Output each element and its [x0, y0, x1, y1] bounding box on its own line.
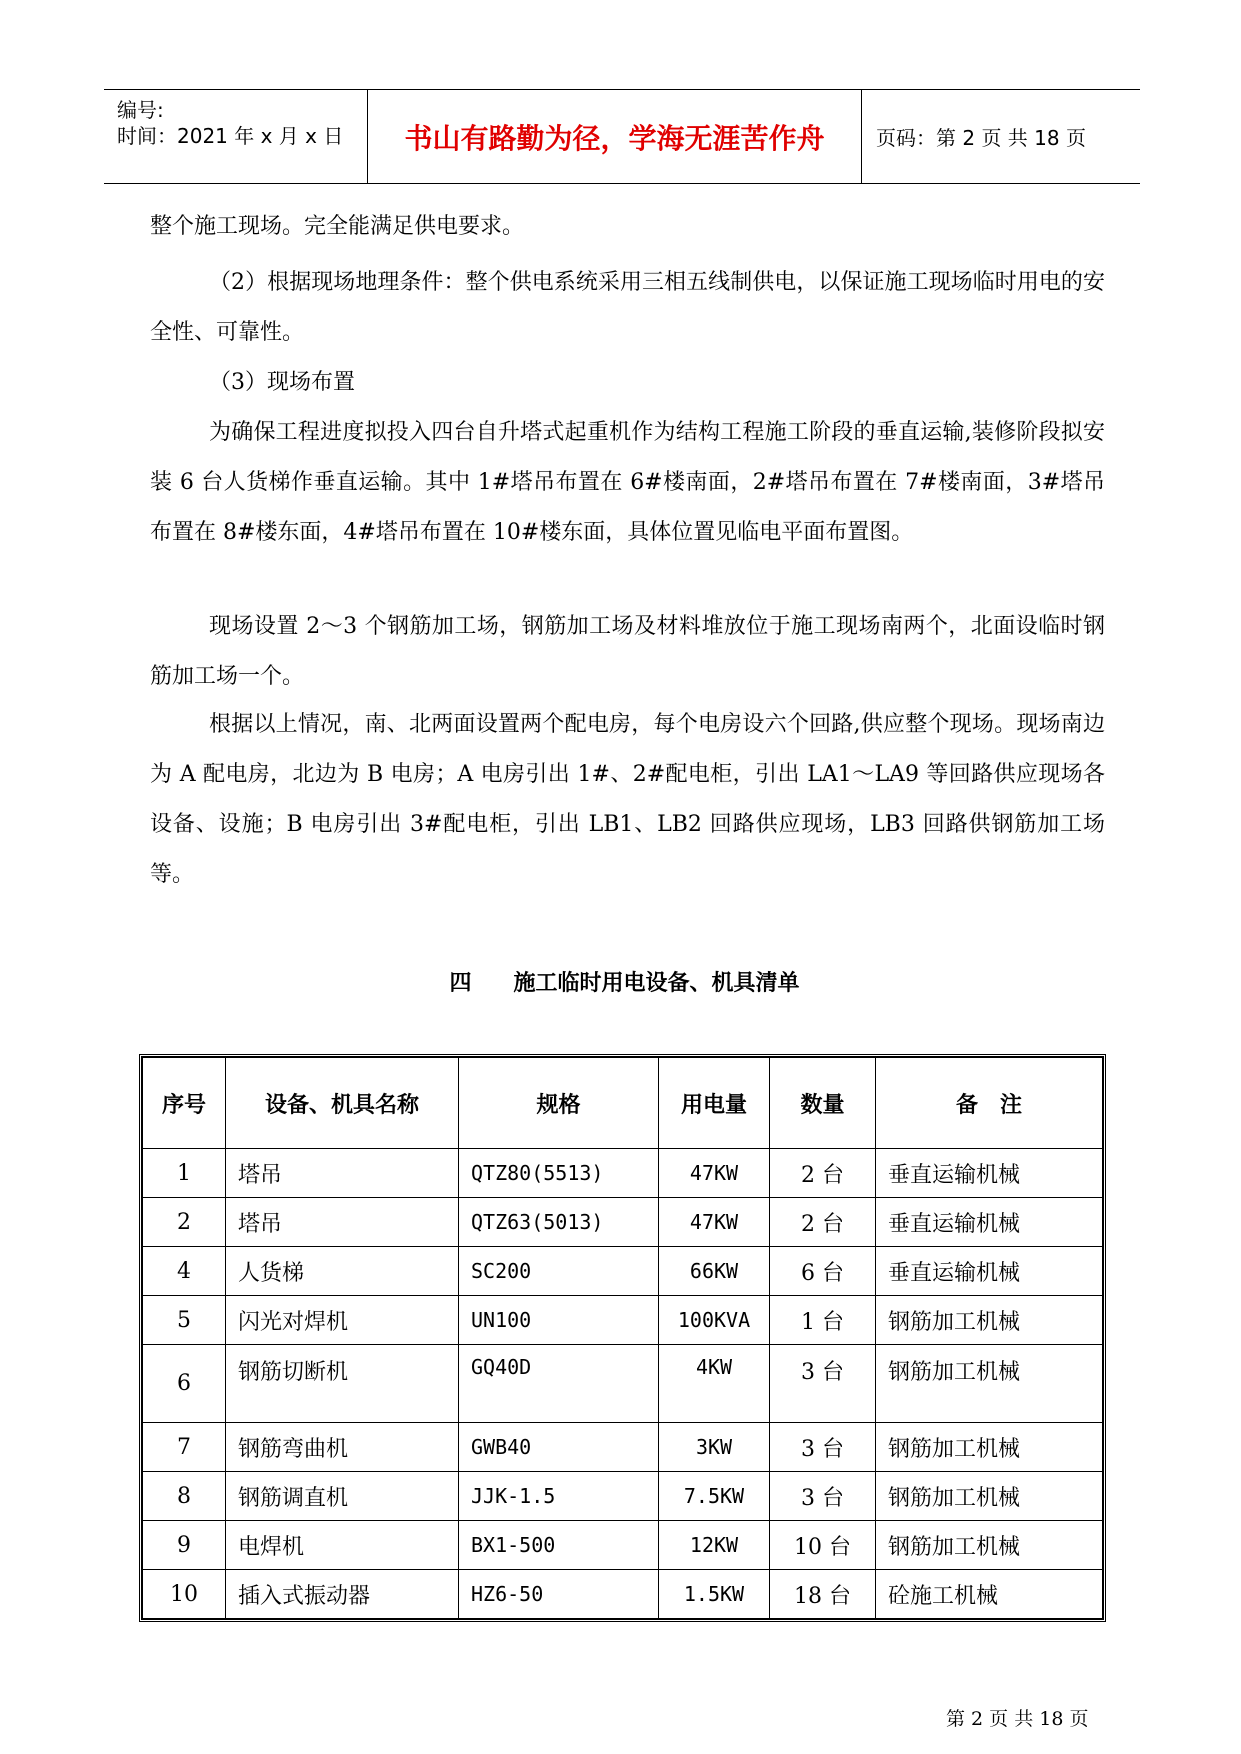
cell-name: 钢筋切断机: [226, 1345, 459, 1423]
cell-quantity: 1 台: [770, 1296, 876, 1345]
cell-quantity: 2 台: [770, 1198, 876, 1247]
cell-power: 47KW: [659, 1198, 770, 1247]
cell-name: 钢筋调直机: [226, 1472, 459, 1521]
cell-power: 1.5KW: [659, 1570, 770, 1619]
cell-spec: JJK-1.5: [459, 1472, 659, 1521]
section-number: 四: [449, 971, 472, 996]
table-row: [143, 1149, 1103, 1198]
cell-quantity: 3 台: [770, 1345, 876, 1423]
cell-remark: 垂直运输机械: [876, 1198, 1103, 1247]
cell-quantity: 2 台: [770, 1149, 876, 1198]
cell-remark: 钢筋加工机械: [876, 1296, 1103, 1345]
cell-remark: 垂直运输机械: [876, 1247, 1103, 1296]
cell-index: 2: [143, 1198, 226, 1247]
header-motto: 书山有路勤为径，学海无涯苦作舟: [368, 90, 862, 183]
cell-name: 塔吊: [226, 1198, 459, 1247]
cell-power: 3KW: [659, 1423, 770, 1472]
cell-spec: QTZ63(5013): [459, 1198, 659, 1247]
cell-index: 1: [143, 1149, 226, 1198]
cell-power: 66KW: [659, 1247, 770, 1296]
cell-name: 电焊机: [226, 1521, 459, 1570]
cell-name: 人货梯: [226, 1247, 459, 1296]
cell-quantity: 10 台: [770, 1521, 876, 1570]
header-page-label: 页码：第 2 页 共 18 页: [876, 126, 1086, 150]
paragraph-1: 整个施工现场。完全能满足供电要求。: [150, 214, 525, 239]
table-row: [143, 1198, 1103, 1247]
cell-remark: 钢筋加工机械: [876, 1345, 1103, 1423]
table-row: [143, 1521, 1103, 1570]
cell-power: 4KW: [659, 1345, 770, 1423]
cell-spec: QTZ80(5513): [459, 1149, 659, 1198]
col-header-index: 序号: [143, 1058, 226, 1149]
page-footer: 第 2 页 共 18 页: [946, 1708, 1089, 1730]
col-header-power: 用电量: [659, 1058, 770, 1149]
cell-remark: 钢筋加工机械: [876, 1472, 1103, 1521]
cell-remark: 垂直运输机械: [876, 1149, 1103, 1198]
paragraph-6: 根据以上情况，南、北两面设置两个配电房，每个电房设六个回路,供应整个现场。现场南边为 A 配电房，北边为 B 电房；A 电房引出 1#、2#配电柜，引出 LA1～LA9 等回路供应现场各设备、设施；B 电房引出 3#配电柜，引出 LB1、LB2 回路供应现场，LB3 回路供钢筋加工场等。: [150, 712, 1105, 887]
table-row: [143, 1570, 1103, 1619]
cell-index: 9: [143, 1521, 226, 1570]
paragraph-5: 现场设置 2～3 个钢筋加工场，钢筋加工场及材料堆放位于施工现场南两个，北面设临时钢筋加工场一个。: [150, 614, 1105, 689]
cell-name: 闪光对焊机: [226, 1296, 459, 1345]
paragraph-3: （3）现场布置: [209, 370, 355, 395]
cell-remark: 钢筋加工机械: [876, 1423, 1103, 1472]
cell-quantity: 18 台: [770, 1570, 876, 1619]
cell-index: 10: [143, 1570, 226, 1619]
cell-spec: BX1-500: [459, 1521, 659, 1570]
cell-spec: SC200: [459, 1247, 659, 1296]
number-label: 编号:: [117, 98, 164, 122]
table-header-row: [143, 1058, 1103, 1149]
cell-power: 12KW: [659, 1521, 770, 1570]
cell-index: 7: [143, 1423, 226, 1472]
cell-quantity: 6 台: [770, 1247, 876, 1296]
cell-remark: 钢筋加工机械: [876, 1521, 1103, 1570]
cell-remark: 砼施工机械: [876, 1570, 1103, 1619]
cell-index: 4: [143, 1247, 226, 1296]
col-header-spec: 规格: [459, 1058, 659, 1149]
section-heading: [0, 966, 1241, 997]
cell-name: 钢筋弯曲机: [226, 1423, 459, 1472]
cell-power: 100KVA: [659, 1296, 770, 1345]
cell-spec: GWB40: [459, 1423, 659, 1472]
document-header: [104, 89, 1140, 184]
cell-name: 插入式振动器: [226, 1570, 459, 1619]
col-header-remark: 备 注: [876, 1058, 1103, 1149]
header-meta-cell: [104, 90, 368, 183]
equipment-table: [139, 1054, 1106, 1622]
table-row: [143, 1247, 1103, 1296]
paragraph-4: 为确保工程进度拟投入四台自升塔式起重机作为结构工程施工阶段的垂直运输,装修阶段拟安装 6 台人货梯作垂直运输。其中 1#塔吊布置在 6#楼南面，2#塔吊布置在 7#楼南面，3#塔吊布置在 8#楼东面，4#塔吊布置在 10#楼东面，具体位置见临电平面布置图。: [150, 420, 1105, 545]
cell-index: 6: [143, 1345, 226, 1423]
cell-spec: HZ6-50: [459, 1570, 659, 1619]
col-header-quantity: 数量: [770, 1058, 876, 1149]
cell-index: 8: [143, 1472, 226, 1521]
col-header-name: 设备、机具名称: [226, 1058, 459, 1149]
section-title: 施工临时用电设备、机具清单: [513, 971, 800, 996]
cell-quantity: 3 台: [770, 1472, 876, 1521]
cell-quantity: 3 台: [770, 1423, 876, 1472]
cell-power: 7.5KW: [659, 1472, 770, 1521]
cell-index: 5: [143, 1296, 226, 1345]
cell-name: 塔吊: [226, 1149, 459, 1198]
table-row: [143, 1472, 1103, 1521]
table-row: [143, 1345, 1103, 1423]
time-label: 时间：2021 年 x 月 x 日: [117, 124, 344, 148]
paragraph-2: （2）根据现场地理条件：整个供电系统采用三相五线制供电，以保证施工现场临时用电的安全性、可靠性。: [150, 270, 1105, 345]
table-row: [143, 1423, 1103, 1472]
cell-spec: UN100: [459, 1296, 659, 1345]
cell-spec: GQ40D: [459, 1345, 659, 1423]
table-row: [143, 1296, 1103, 1345]
cell-power: 47KW: [659, 1149, 770, 1198]
